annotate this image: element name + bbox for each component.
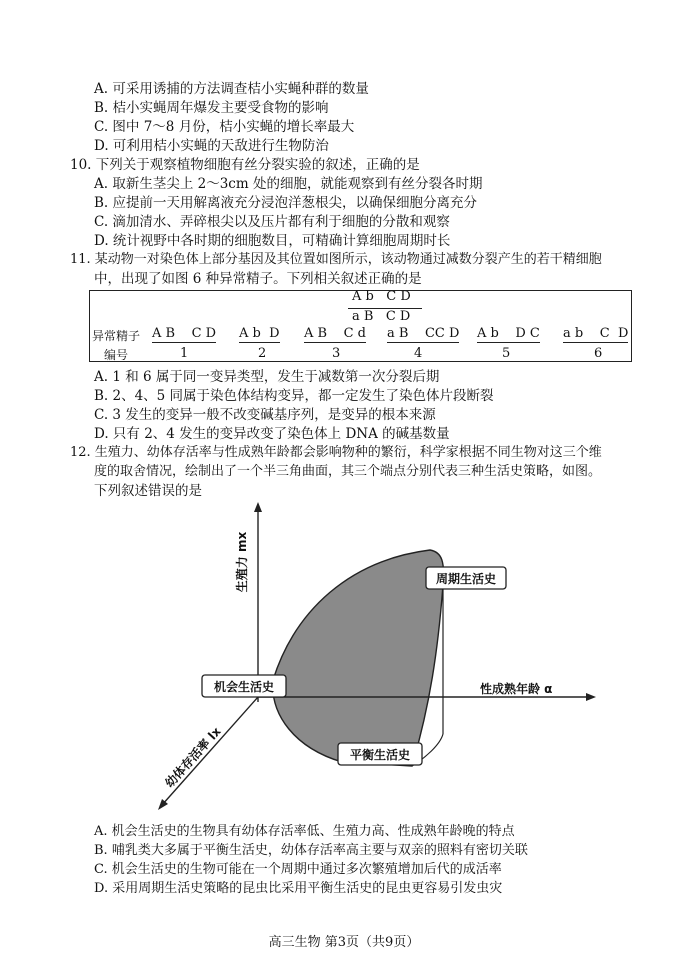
- sperm-5-genes: A b D C: [477, 326, 540, 341]
- q9-option-a: A. 可采用诱捕的方法调查桔小实蝇种群的数量: [94, 81, 369, 97]
- q12-stem-line3: 下列叙述错误的是: [94, 483, 202, 499]
- q9-option-c: C. 图中 7～8 月份，桔小实蝇的增长率最大: [94, 119, 355, 135]
- q11-option-d: D. 只有 2、4 发生的变异改变了染色体上 DNA 的碱基数量: [94, 426, 450, 442]
- q10-option-b: B. 应提前一天用解离液充分浸泡洋葱根尖，以确保细胞分离充分: [94, 195, 478, 211]
- periodic-label: 周期生活史: [435, 572, 497, 586]
- sperm-3-genes: A B C d: [304, 326, 367, 341]
- x-axis-arrow: [586, 693, 596, 701]
- q11-option-c: C. 3 发生的变异一般不改变碱基序列，是变异的根本来源: [94, 407, 436, 423]
- page-footer: 高三生物 第3页（共9页）: [268, 935, 420, 950]
- x-axis-label: 性成熟年龄 α: [480, 682, 553, 696]
- q12-option-b: B. 哺乳类大多属于平衡生活史，幼体存活率高主要与双亲的照料有密切关联: [94, 843, 528, 858]
- q11-stem-line1: 11. 某动物一对染色体上部分基因及其位置如图所示，该动物通过减数分裂产生的若干精细胞: [70, 252, 602, 267]
- q11-stem-line2: 中，出现了如图 6 种异常精子。下列相关叙述正确的是: [94, 271, 422, 287]
- equilibrium-label: 平衡生活史: [349, 748, 411, 762]
- sperm-4-number: 4: [414, 346, 423, 361]
- sperm-4-genes: a B CC D: [387, 326, 460, 341]
- life-history-surface: [273, 550, 444, 766]
- q11-option-a: A. 1 和 6 属于同一变异类型，发生于减数第一次分裂后期: [94, 369, 440, 385]
- q9-option-d: D. 可利用桔小实蝇的天敌进行生物防治: [94, 138, 329, 154]
- chromosome-top: A b C D: [352, 289, 411, 304]
- sperm-1-genes: A B C D: [152, 326, 217, 341]
- q10-option-c: C. 滴加清水、弄碎根尖以及压片都有利于细胞的分散和观察: [94, 214, 450, 230]
- y-axis-label: 生殖力 mx: [235, 531, 249, 593]
- q10-option-a: A. 取新生茎尖上 2～3cm 处的细胞，就能观察到有丝分裂各时期: [94, 176, 483, 192]
- sperm-1-number: 1: [180, 346, 189, 361]
- q11-option-b: B. 2、4、5 同属于染色体结构变异，都一定发生了染色体片段断裂: [94, 388, 494, 404]
- opportunistic-label: 机会生活史: [213, 680, 275, 694]
- sperm-5-number: 5: [502, 346, 511, 361]
- q10-stem: 10. 下列关于观察植物细胞有丝分裂实验的叙述，正确的是: [70, 157, 420, 173]
- sperm-3-number: 3: [332, 346, 341, 361]
- sperm-2-genes: A b D: [239, 326, 280, 341]
- q9-option-b: B. 桔小实蝇周年爆发主要受食物的影响: [94, 100, 329, 116]
- row-label-sperm: 异常精子: [92, 329, 141, 343]
- z-axis-label: 幼体存活率 lx: [162, 724, 224, 791]
- sperm-6-genes: a b C D: [563, 326, 629, 341]
- sperm-2-number: 2: [258, 346, 267, 361]
- q12-option-a: A. 机会生活史的生物具有幼体存活率低、生殖力高、性成熟年龄晚的特点: [94, 824, 515, 839]
- life-history-diagram: [150, 500, 630, 815]
- y-axis-arrow: [254, 502, 262, 512]
- z-axis-line: [162, 697, 258, 805]
- q12-stem-line2: 度的取舍情况，绘制出了一个半三角曲面，其三个端点分别代表三种生活史策略，如图。: [94, 464, 602, 479]
- sperm-6-number: 6: [594, 346, 603, 361]
- q10-option-d: D. 统计视野中各时期的细胞数目，可精确计算细胞周期时长: [94, 233, 451, 249]
- q12-stem-line1: 12. 生殖力、幼体存活率与性成熟年龄都会影响物种的繁衍，科学家根据不同生物对这三个维: [70, 445, 602, 460]
- sperm-figure-box: [89, 290, 632, 362]
- chromosome-bottom: a B C D: [352, 309, 411, 324]
- q12-option-c: C. 机会生活史的生物可能在一个周期中通过多次繁殖增加后代的成活率: [94, 862, 502, 877]
- q12-option-d: D. 采用周期生活史策略的昆虫比采用平衡生活史的昆虫更容易引发虫灾: [94, 881, 503, 896]
- row-label-number: 编号: [104, 348, 129, 362]
